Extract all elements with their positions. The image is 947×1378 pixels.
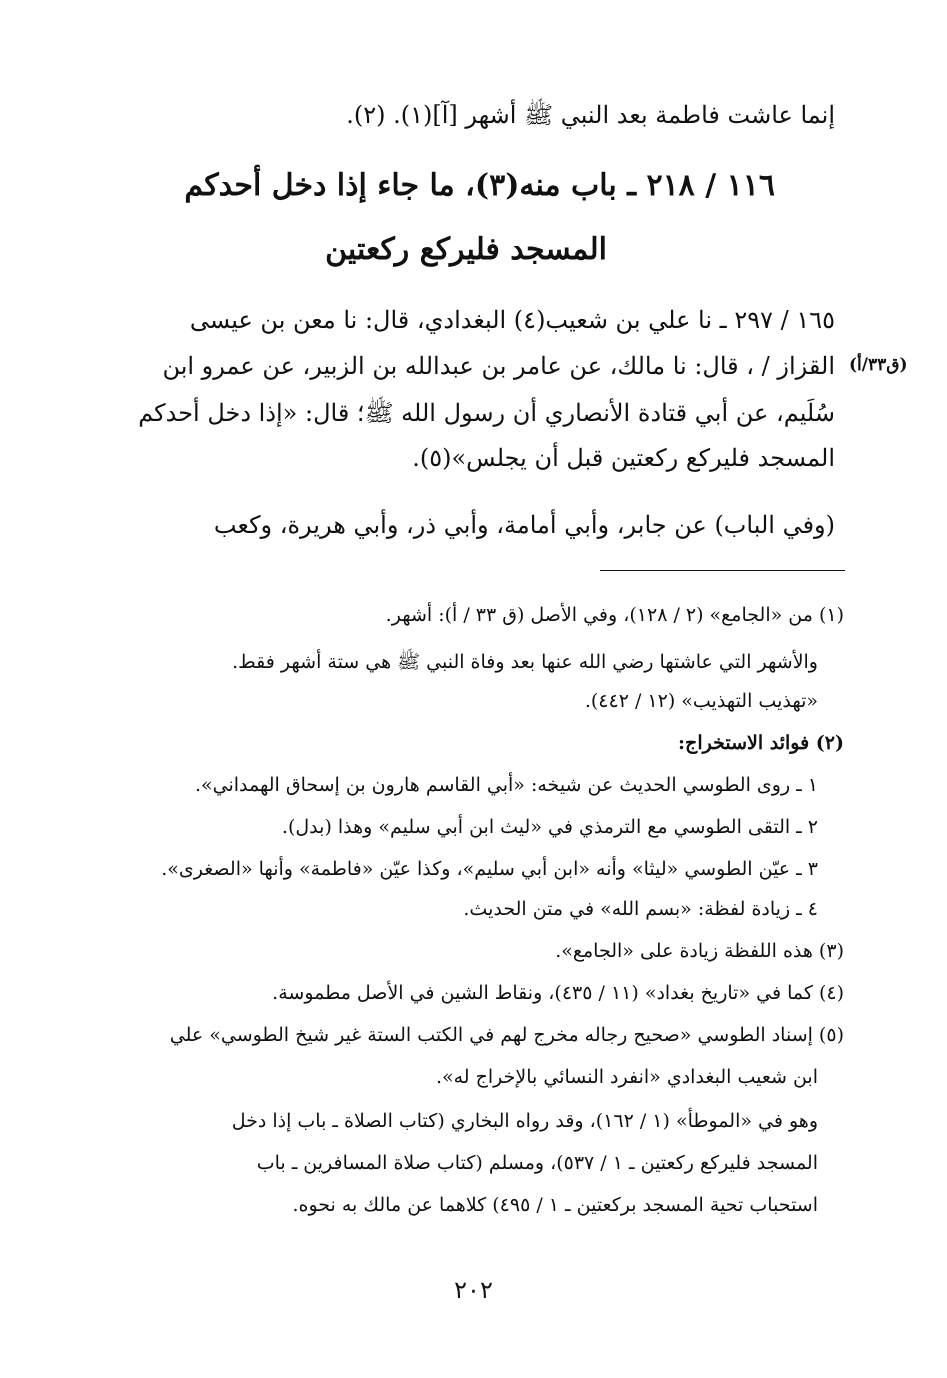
footnote-4: (٤) كما في «تاريخ بغداد» (١١ / ٤٣٥)، ونقاط الشين في الأصل مطموسة. [272, 982, 844, 1004]
footnote-2-item: ٤ ـ زيادة لفظة: «بسم الله» في متن الحديث. [463, 898, 818, 920]
hadith-line: القزاز / ، قال: نا مالك، عن عامر بن عبدالله بن الزبير، عن عمرو ابن [162, 352, 835, 380]
footnote-2-item: ١ ـ روى الطوسي الحديث عن شيخه: «أبي القاسم هارون بن إسحاق الهمداني». [194, 774, 818, 796]
footnote-5-cont: المسجد فليركع ركعتين ـ ١ / ٥٣٧)، ومسلم (كتاب صلاة المسافرين ـ باب [256, 1152, 818, 1174]
hadith-line: المسجد فليركع ركعتين قبل أن يجلس»(٥). [412, 444, 835, 472]
footnote-5-cont: استحباب تحية المسجد بركعتين ـ ١ / ٤٩٥) كلاهما عن مالك به نحوه. [292, 1194, 818, 1216]
hadith-line: ١٦٥ / ٢٩٧ ـ نا علي بن شعيب(٤) البغدادي، قال: نا معن بن عيسى [189, 306, 835, 334]
footnote-1-cont: والأشهر التي عاشتها رضي الله عنها بعد وفاة النبي ﷺ هي ستة أشهر فقط. [232, 651, 818, 673]
footnote-5-cont: ابن شعيب البغدادي «انفرد النسائي بالإخراج له». [435, 1066, 818, 1088]
footnote-1: (١) من «الجامع» (٢ / ١٢٨)، وفي الأصل (ق ٣٣ / أ): أشهر. [385, 604, 844, 626]
footnote-3: (٣) هذه اللفظة زيادة على «الجامع». [555, 940, 844, 962]
footnote-2-item: ٣ ـ عيّن الطوسي «ليثا» وأنه «ابن أبي سليم»، وكذا عيّن «فاطمة» وأنها «الصغرى». [161, 858, 818, 880]
page-number: ٢٠٢ [454, 1276, 493, 1304]
footnote-5: (٥) إسناد الطوسي «صحيح رجاله مخرج لهم في الكتب الستة غير شيخ الطوسي» علي [169, 1024, 844, 1046]
text-line: إنما عاشت فاطمة بعد النبي ﷺ أشهر [آ](١). (٢). [346, 101, 835, 129]
chapter-heading: ١١٦ / ٢١٨ ـ باب منه(٣)، ما جاء إذا دخل أحدكم [184, 168, 775, 203]
footnote-1-cont: «تهذيب التهذيب» (١٢ / ٤٤٢). [584, 690, 818, 712]
chapter-heading-cont: المسجد فليركع ركعتين [325, 232, 607, 267]
bab-line: (وفي الباب) عن جابر، وأبي أمامة، وأبي ذر، وأبي هريرة، وكعب [213, 511, 835, 539]
footnote-2-item: ٢ ـ التقى الطوسي مع الترمذي في «ليث ابن أبي سليم» وهذا (بدل). [281, 816, 818, 838]
margin-folio-note: (ق٣٣/أ) [849, 355, 908, 375]
hadith-line: سُلَيم، عن أبي قتادة الأنصاري أن رسول الله ﷺ؛ قال: «إذا دخل أحدكم [138, 399, 835, 427]
footnote-2: (٢) فوائد الاستخراج: [678, 732, 844, 754]
footnote-separator [600, 570, 845, 571]
footnote-5-cont: وهو في «الموطأ» (١ / ١٦٢)، وقد رواه البخاري (كتاب الصلاة ـ باب إذا دخل [231, 1110, 818, 1132]
